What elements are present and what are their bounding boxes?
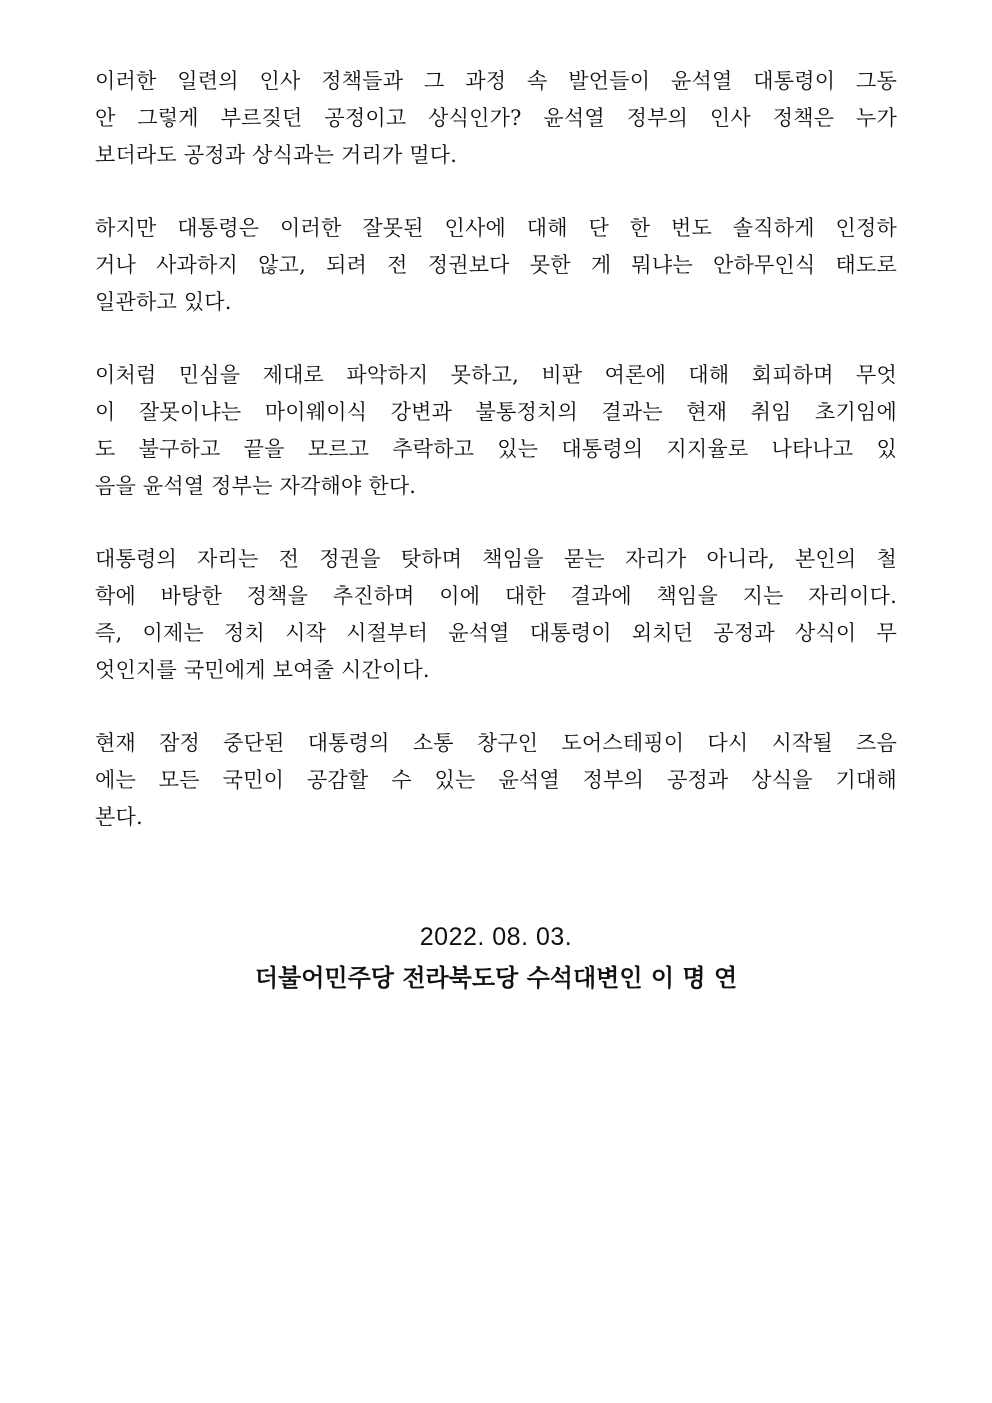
statement-body: [95, 63, 897, 872]
paragraph-line: 음을 윤석열 정부는 자각해야 한다.: [95, 474, 417, 498]
paragraph-line: 이 잘못이냐는 마이웨이식 강변과 불통정치의 결과는 현재 취임 초기임에: [95, 400, 897, 424]
paragraph-line: 현재 잠정 중단된 대통령의 소통 창구인 도어스테핑이 다시 시작될 즈음: [95, 731, 897, 755]
paragraph-2: [95, 210, 897, 321]
paragraph-line: 즉, 이제는 정치 시작 시절부터 윤석열 대통령이 외치던 공정과 상식이 무: [95, 621, 897, 645]
paragraph-line: 대통령의 자리는 전 정권을 탓하며 책임을 묻는 자리가 아니라, 본인의 철: [95, 547, 897, 571]
paragraph-line: 안 그렇게 부르짖던 공정이고 상식인가? 윤석열 정부의 인사 정책은 누가: [95, 106, 897, 130]
paragraph-line: 보더라도 공정과 상식과는 거리가 멀다.: [95, 143, 458, 167]
paragraph-5: [95, 725, 897, 836]
paragraph-line: 에는 모든 국민이 공감할 수 있는 윤석열 정부의 공정과 상식을 기대해: [95, 768, 897, 792]
signature-block: [0, 918, 992, 996]
paragraph-line: 학에 바탕한 정책을 추진하며 이에 대한 결과에 책임을 지는 자리이다.: [95, 584, 897, 608]
paragraph-line: 도 불구하고 끝을 모르고 추락하고 있는 대통령의 지지율로 나타나고 있: [95, 437, 897, 461]
paragraph-line: 이처럼 민심을 제대로 파악하지 못하고, 비판 여론에 대해 회피하며 무엇: [95, 363, 897, 387]
paragraph-line: 이러한 일련의 인사 정책들과 그 과정 속 발언들이 윤석열 대통령이 그동: [95, 69, 897, 93]
paragraph-line: 거나 사과하지 않고, 되려 전 정권보다 못한 게 뭐냐는 안하무인식 태도로: [95, 253, 897, 277]
paragraph-line: 하지만 대통령은 이러한 잘못된 인사에 대해 단 한 번도 솔직하게 인정하: [95, 216, 897, 240]
paragraph-3: [95, 357, 897, 505]
paragraph-1: [95, 63, 897, 174]
statement-date: 2022. 08. 03.: [419, 923, 573, 951]
paragraph-4: [95, 541, 897, 689]
spokesperson-signature: 더불어민주당 전라북도당 수석대변인 이 명 연: [254, 963, 738, 992]
paragraph-line: 본다.: [95, 805, 143, 829]
paragraph-line: 엇인지를 국민에게 보여줄 시간이다.: [95, 658, 430, 682]
paragraph-line: 일관하고 있다.: [95, 290, 232, 314]
